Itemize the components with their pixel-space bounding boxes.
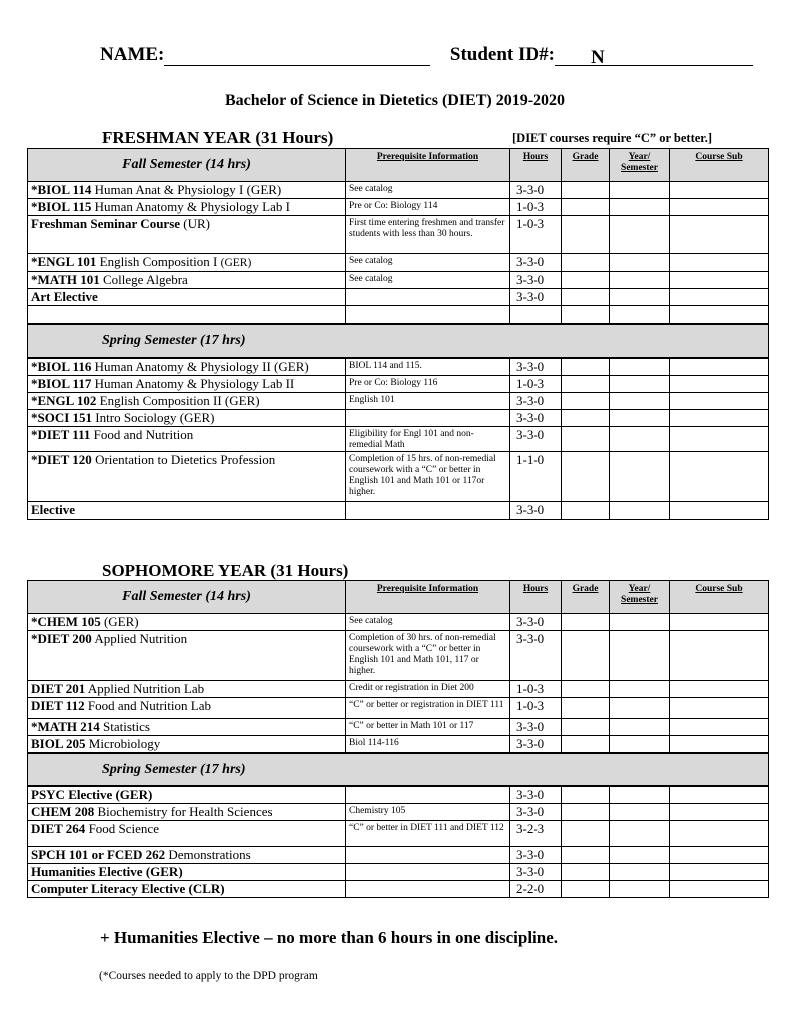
course-name-cell <box>28 272 346 289</box>
grade-cell[interactable] <box>562 614 610 631</box>
course-row <box>28 272 769 289</box>
course-sub-cell[interactable] <box>670 501 769 519</box>
semester-title: Fall Semester (14 hrs) <box>28 149 346 182</box>
course-title: Orientation to Dietetics Profession <box>91 451 276 467</box>
course-code: *DIET 120 <box>31 451 92 467</box>
diet-grade-note: [DIET courses require “C” or better.] <box>512 131 712 145</box>
column-header-row <box>28 149 769 182</box>
course-name-cell <box>28 881 346 898</box>
course-name-cell <box>28 501 346 519</box>
course-code: *DIET 111 <box>31 426 91 442</box>
grade-cell[interactable] <box>562 719 610 736</box>
course-code: Freshman Seminar Course <box>31 216 181 231</box>
course-code: *BIOL 114 <box>31 182 92 197</box>
course-sub-cell[interactable] <box>670 881 769 898</box>
student-id-value: N <box>590 47 605 68</box>
name-label: NAME: <box>100 44 165 65</box>
year-semester-cell[interactable] <box>610 698 670 719</box>
year-semester-cell[interactable] <box>610 199 670 216</box>
course-name-cell <box>28 864 346 881</box>
course-sub-cell[interactable] <box>670 821 769 847</box>
course-code: *SOCI 151 <box>31 409 93 425</box>
course-row <box>28 847 769 864</box>
prereq-cell: See catalog <box>346 614 510 631</box>
course-row <box>28 216 769 254</box>
hours-cell: 1-0-3 <box>510 375 562 392</box>
year-semester-cell[interactable] <box>610 451 670 501</box>
prereq-cell: See catalog <box>346 254 510 272</box>
course-title: Microbiology <box>85 736 161 751</box>
grade-header: Grade <box>562 149 610 182</box>
prereq-header: Prerequisite Information <box>346 581 510 614</box>
grade-cell[interactable] <box>562 698 610 719</box>
year-header: Year/ <box>628 152 651 162</box>
course-row <box>28 698 769 719</box>
dpd-note: (*Courses needed to apply to the DPD program <box>99 970 318 982</box>
prereq-cell <box>346 409 510 426</box>
semester-title: Fall Semester (14 hrs) <box>28 581 346 614</box>
course-title: (UR) <box>180 216 210 231</box>
course-sub-header: Course Sub <box>670 581 769 614</box>
prereq-cell <box>346 786 510 804</box>
course-sub-cell[interactable] <box>670 375 769 392</box>
student-id-label: Student ID#: <box>449 44 555 65</box>
course-row <box>28 451 769 501</box>
course-sub-cell[interactable] <box>670 698 769 719</box>
course-code: Humanities Elective (GER) <box>31 864 183 879</box>
blank-cell[interactable] <box>610 306 670 324</box>
year-semester-header <box>610 149 670 182</box>
semester-header: Semester <box>621 595 658 605</box>
course-sub-cell[interactable] <box>670 409 769 426</box>
course-code: Art Elective <box>31 289 98 304</box>
course-row <box>28 614 769 631</box>
course-row <box>28 254 769 272</box>
course-sub-cell[interactable] <box>670 847 769 864</box>
course-title: Food Science <box>85 821 159 836</box>
year-header: Year/ <box>628 584 651 594</box>
name-blank[interactable] <box>164 47 430 66</box>
dpd-mark: ( <box>99 970 103 982</box>
blank-cell[interactable] <box>510 306 562 324</box>
humanities-note: + Humanities Elective – no more than 6 hours in one discipline. <box>100 928 559 947</box>
course-title: Biochemistry for Health Sciences <box>94 804 273 819</box>
year-semester-cell[interactable] <box>610 392 670 409</box>
prereq-cell: Eligibility for Engl 101 and non-remedial Math <box>346 426 510 451</box>
year-semester-cell[interactable] <box>610 216 670 254</box>
grade-cell[interactable] <box>562 409 610 426</box>
prereq-cell: BIOL 114 and 115. <box>346 358 510 376</box>
course-row <box>28 289 769 306</box>
program-title: Bachelor of Science in Dietetics (DIET) 2019-2020 <box>224 92 566 109</box>
grade-cell[interactable] <box>562 847 610 864</box>
course-title: (GER) <box>100 614 139 629</box>
prereq-cell <box>346 501 510 519</box>
course-row <box>28 631 769 681</box>
course-code: Computer Literacy Elective (CLR) <box>31 881 225 896</box>
grade-cell[interactable] <box>562 199 610 216</box>
prereq-cell: Chemistry 105 <box>346 804 510 821</box>
course-code: *ENGL 102 <box>31 392 97 408</box>
course-code: DIET 201 <box>31 681 86 696</box>
year-semester-cell[interactable] <box>610 426 670 451</box>
semester-title: Spring Semester (17 hrs) <box>28 753 769 786</box>
hours-cell: 1-0-3 <box>510 681 562 698</box>
hours-cell: 3-3-0 <box>510 501 562 519</box>
course-code: BIOL 205 <box>31 736 86 751</box>
course-title: Applied Nutrition Lab <box>85 681 205 696</box>
year-semester-header <box>610 581 670 614</box>
grade-cell[interactable] <box>562 681 610 698</box>
course-title: Intro Sociology (GER) <box>92 409 215 425</box>
course-row <box>28 392 769 409</box>
course-code: *MATH 101 <box>31 272 100 287</box>
semester-header: Semester <box>621 163 658 173</box>
course-row <box>28 199 769 216</box>
course-sub-cell[interactable] <box>670 631 769 681</box>
prereq-cell: First time entering freshmen and transfer students with less than 30 hours. <box>346 216 510 254</box>
course-title: Statistics <box>99 719 150 734</box>
course-name-cell <box>28 719 346 736</box>
course-code: *BIOL 115 <box>31 199 92 214</box>
hours-header: Hours <box>510 149 562 182</box>
course-sub-cell[interactable] <box>670 736 769 754</box>
course-name-cell <box>28 736 346 754</box>
year-semester-cell[interactable] <box>610 804 670 821</box>
semester-row <box>28 324 769 358</box>
course-sub-cell[interactable] <box>670 719 769 736</box>
blank-row <box>28 306 769 324</box>
hours-cell: 3-3-0 <box>510 864 562 881</box>
year-semester-cell[interactable] <box>610 272 670 289</box>
course-row <box>28 821 769 847</box>
grade-cell[interactable] <box>562 358 610 376</box>
hours-cell: 3-3-0 <box>510 272 562 289</box>
grade-cell[interactable] <box>562 375 610 392</box>
year-semester-cell[interactable] <box>610 182 670 199</box>
freshman-year-title: FRESHMAN YEAR (31 Hours) <box>102 128 334 147</box>
year-semester-cell[interactable] <box>610 881 670 898</box>
course-row <box>28 881 769 898</box>
course-name-cell <box>28 375 346 392</box>
year-semester-cell[interactable] <box>610 631 670 681</box>
course-name-cell <box>28 681 346 698</box>
course-name-cell <box>28 358 346 376</box>
course-name-cell <box>28 182 346 199</box>
hours-cell: 3-3-0 <box>510 182 562 199</box>
course-title: Food and Nutrition Lab <box>84 698 211 713</box>
hours-cell: 3-3-0 <box>510 254 562 272</box>
semester-title: Spring Semester (17 hrs) <box>28 324 769 358</box>
hours-cell: 3-3-0 <box>510 719 562 736</box>
prereq-cell <box>346 289 510 306</box>
year-semester-cell[interactable] <box>610 681 670 698</box>
freshman-course-table <box>27 148 769 520</box>
blank-cell[interactable] <box>28 306 346 324</box>
course-row <box>28 182 769 199</box>
course-row <box>28 736 769 754</box>
grade-cell[interactable] <box>562 289 610 306</box>
course-name-cell <box>28 199 346 216</box>
prereq-header: Prerequisite Information <box>346 149 510 182</box>
course-name-cell <box>28 392 346 409</box>
course-name-cell <box>28 847 346 864</box>
course-row <box>28 501 769 519</box>
course-row <box>28 786 769 804</box>
year-semester-cell[interactable] <box>610 375 670 392</box>
year-semester-cell[interactable] <box>610 358 670 376</box>
course-row <box>28 719 769 736</box>
year-semester-cell[interactable] <box>610 289 670 306</box>
course-row <box>28 681 769 698</box>
blank-cell[interactable] <box>562 306 610 324</box>
hours-cell: 3-3-0 <box>510 736 562 754</box>
prereq-cell: Pre or Co: Biology 116 <box>346 375 510 392</box>
prereq-cell: Completion of 15 hrs. of non-remedial coursework with a “C” or better in English 101 and Math 101 or 117or higher. <box>346 451 510 501</box>
course-sub-cell[interactable] <box>670 216 769 254</box>
grade-cell[interactable] <box>562 786 610 804</box>
semester-row <box>28 753 769 786</box>
prereq-cell: English 101 <box>346 392 510 409</box>
year-semester-cell[interactable] <box>610 501 670 519</box>
course-code: DIET 112 <box>31 698 85 713</box>
name-line <box>100 44 753 66</box>
prereq-cell: Completion of 30 hrs. of non-remedial coursework with a “C” or better in English 101 and Math 101, 117 or higher. <box>346 631 510 681</box>
hours-cell: 3-3-0 <box>510 847 562 864</box>
course-sub-cell[interactable] <box>670 392 769 409</box>
prereq-cell: Pre or Co: Biology 114 <box>346 199 510 216</box>
hours-cell: 3-3-0 <box>510 289 562 306</box>
course-sub-cell[interactable] <box>670 864 769 881</box>
prereq-cell <box>346 881 510 898</box>
course-sub-cell[interactable] <box>670 289 769 306</box>
grade-cell[interactable] <box>562 881 610 898</box>
hours-cell: 3-3-0 <box>510 804 562 821</box>
course-title: Human Anatomy & Physiology II (GER) <box>91 358 309 374</box>
course-code: *BIOL 117 <box>31 375 92 391</box>
hours-cell: 3-3-0 <box>510 426 562 451</box>
year-semester-cell[interactable] <box>610 786 670 804</box>
course-sub-cell[interactable] <box>670 786 769 804</box>
course-title: Human Anat & Physiology I (GER) <box>91 182 282 197</box>
sophomore-course-table <box>27 580 769 898</box>
course-row <box>28 358 769 376</box>
course-sub-cell[interactable] <box>670 451 769 501</box>
grade-cell[interactable] <box>562 736 610 754</box>
course-code: PSYC Elective (GER) <box>31 787 153 802</box>
hours-cell: 1-1-0 <box>510 451 562 501</box>
grade-cell[interactable] <box>562 451 610 501</box>
course-sub-cell[interactable] <box>670 199 769 216</box>
course-code: *ENGL 101 <box>31 254 97 269</box>
grade-cell[interactable] <box>562 631 610 681</box>
course-name-cell <box>28 409 346 426</box>
hours-cell: 3-3-0 <box>510 631 562 681</box>
course-sub-cell[interactable] <box>670 681 769 698</box>
course-name-cell <box>28 254 346 272</box>
course-code: *MATH 214 <box>31 719 100 734</box>
prereq-cell <box>346 864 510 881</box>
course-row <box>28 804 769 821</box>
course-name-cell <box>28 786 346 804</box>
hours-cell: 3-3-0 <box>510 358 562 376</box>
course-sub-cell[interactable] <box>670 182 769 199</box>
prereq-cell: “C” or better or registration in DIET 111 <box>346 698 510 719</box>
course-name-cell <box>28 289 346 306</box>
year-semester-cell[interactable] <box>610 409 670 426</box>
column-header-row <box>28 581 769 614</box>
grade-cell[interactable] <box>562 392 610 409</box>
grade-cell[interactable] <box>562 804 610 821</box>
course-name-cell <box>28 216 346 254</box>
course-sub-cell[interactable] <box>670 426 769 451</box>
course-name-cell <box>28 804 346 821</box>
grade-cell[interactable] <box>562 254 610 272</box>
course-code: CHEM 208 <box>31 804 95 819</box>
hours-cell: 1-0-3 <box>510 698 562 719</box>
year-semester-cell[interactable] <box>610 719 670 736</box>
course-title: Food and Nutrition <box>90 426 194 442</box>
course-name-cell <box>28 698 346 719</box>
grade-cell[interactable] <box>562 182 610 199</box>
course-title: Human Anatomy & Physiology Lab II <box>91 375 295 391</box>
year-semester-cell[interactable] <box>610 614 670 631</box>
course-code: *BIOL 116 <box>31 358 92 374</box>
prereq-cell: “C” or better in DIET 111 and DIET 112 <box>346 821 510 847</box>
prereq-cell <box>346 847 510 864</box>
grade-cell[interactable] <box>562 501 610 519</box>
blank-cell[interactable] <box>346 306 510 324</box>
year-semester-cell[interactable] <box>610 821 670 847</box>
hours-cell: 3-3-0 <box>510 392 562 409</box>
year-semester-cell[interactable] <box>610 864 670 881</box>
hours-cell: 2-2-0 <box>510 881 562 898</box>
course-row <box>28 375 769 392</box>
prereq-cell: See catalog <box>346 272 510 289</box>
grade-cell[interactable] <box>562 426 610 451</box>
course-sub-cell[interactable] <box>670 614 769 631</box>
course-title: Applied Nutrition <box>91 631 188 646</box>
grade-header: Grade <box>562 581 610 614</box>
hours-cell: 1-0-3 <box>510 199 562 216</box>
hours-cell: 3-3-0 <box>510 409 562 426</box>
course-sub-cell[interactable] <box>670 804 769 821</box>
course-sub-cell[interactable] <box>670 358 769 376</box>
year-semester-cell[interactable] <box>610 254 670 272</box>
course-sub-cell[interactable] <box>670 254 769 272</box>
course-title: English Composition II (GER) <box>96 392 260 408</box>
grade-cell[interactable] <box>562 821 610 847</box>
prereq-cell: See catalog <box>346 182 510 199</box>
blank-cell[interactable] <box>670 306 769 324</box>
hours-cell: 3-3-0 <box>510 614 562 631</box>
course-title: College Algebra <box>99 272 188 287</box>
year-semester-cell[interactable] <box>610 847 670 864</box>
course-name-cell <box>28 631 346 681</box>
course-code: Elective <box>31 501 76 517</box>
grade-cell[interactable] <box>562 864 610 881</box>
course-sub-header: Course Sub <box>670 149 769 182</box>
course-title: Human Anatomy & Physiology Lab I <box>91 199 290 214</box>
hours-cell: 3-2-3 <box>510 821 562 847</box>
course-name-cell <box>28 426 346 451</box>
year-semester-cell[interactable] <box>610 736 670 754</box>
prereq-cell: “C” or better in Math 101 or 117 <box>346 719 510 736</box>
course-code: DIET 264 <box>31 821 86 836</box>
course-suffix: (GER) <box>220 257 252 269</box>
course-code: SPCH 101 or FCED 262 <box>31 847 166 862</box>
prereq-cell: Credit or registration in Diet 200 <box>346 681 510 698</box>
course-code: *CHEM 105 <box>31 614 101 629</box>
course-row <box>28 426 769 451</box>
hours-cell: 3-3-0 <box>510 786 562 804</box>
sophomore-year-title: SOPHOMORE YEAR (31 Hours) <box>102 561 349 580</box>
grade-cell[interactable] <box>562 272 610 289</box>
course-row <box>28 409 769 426</box>
course-row <box>28 864 769 881</box>
hours-header: Hours <box>510 581 562 614</box>
course-code: *DIET 200 <box>31 631 92 646</box>
course-name-cell <box>28 451 346 501</box>
course-title: Demonstrations <box>165 847 251 862</box>
course-title: English Composition I <box>96 254 221 269</box>
hours-cell: 1-0-3 <box>510 216 562 254</box>
course-name-cell <box>28 821 346 847</box>
grade-cell[interactable] <box>562 216 610 254</box>
course-sub-cell[interactable] <box>670 272 769 289</box>
prereq-cell: Biol 114-116 <box>346 736 510 754</box>
course-name-cell <box>28 614 346 631</box>
student-id-field[interactable] <box>555 47 753 66</box>
